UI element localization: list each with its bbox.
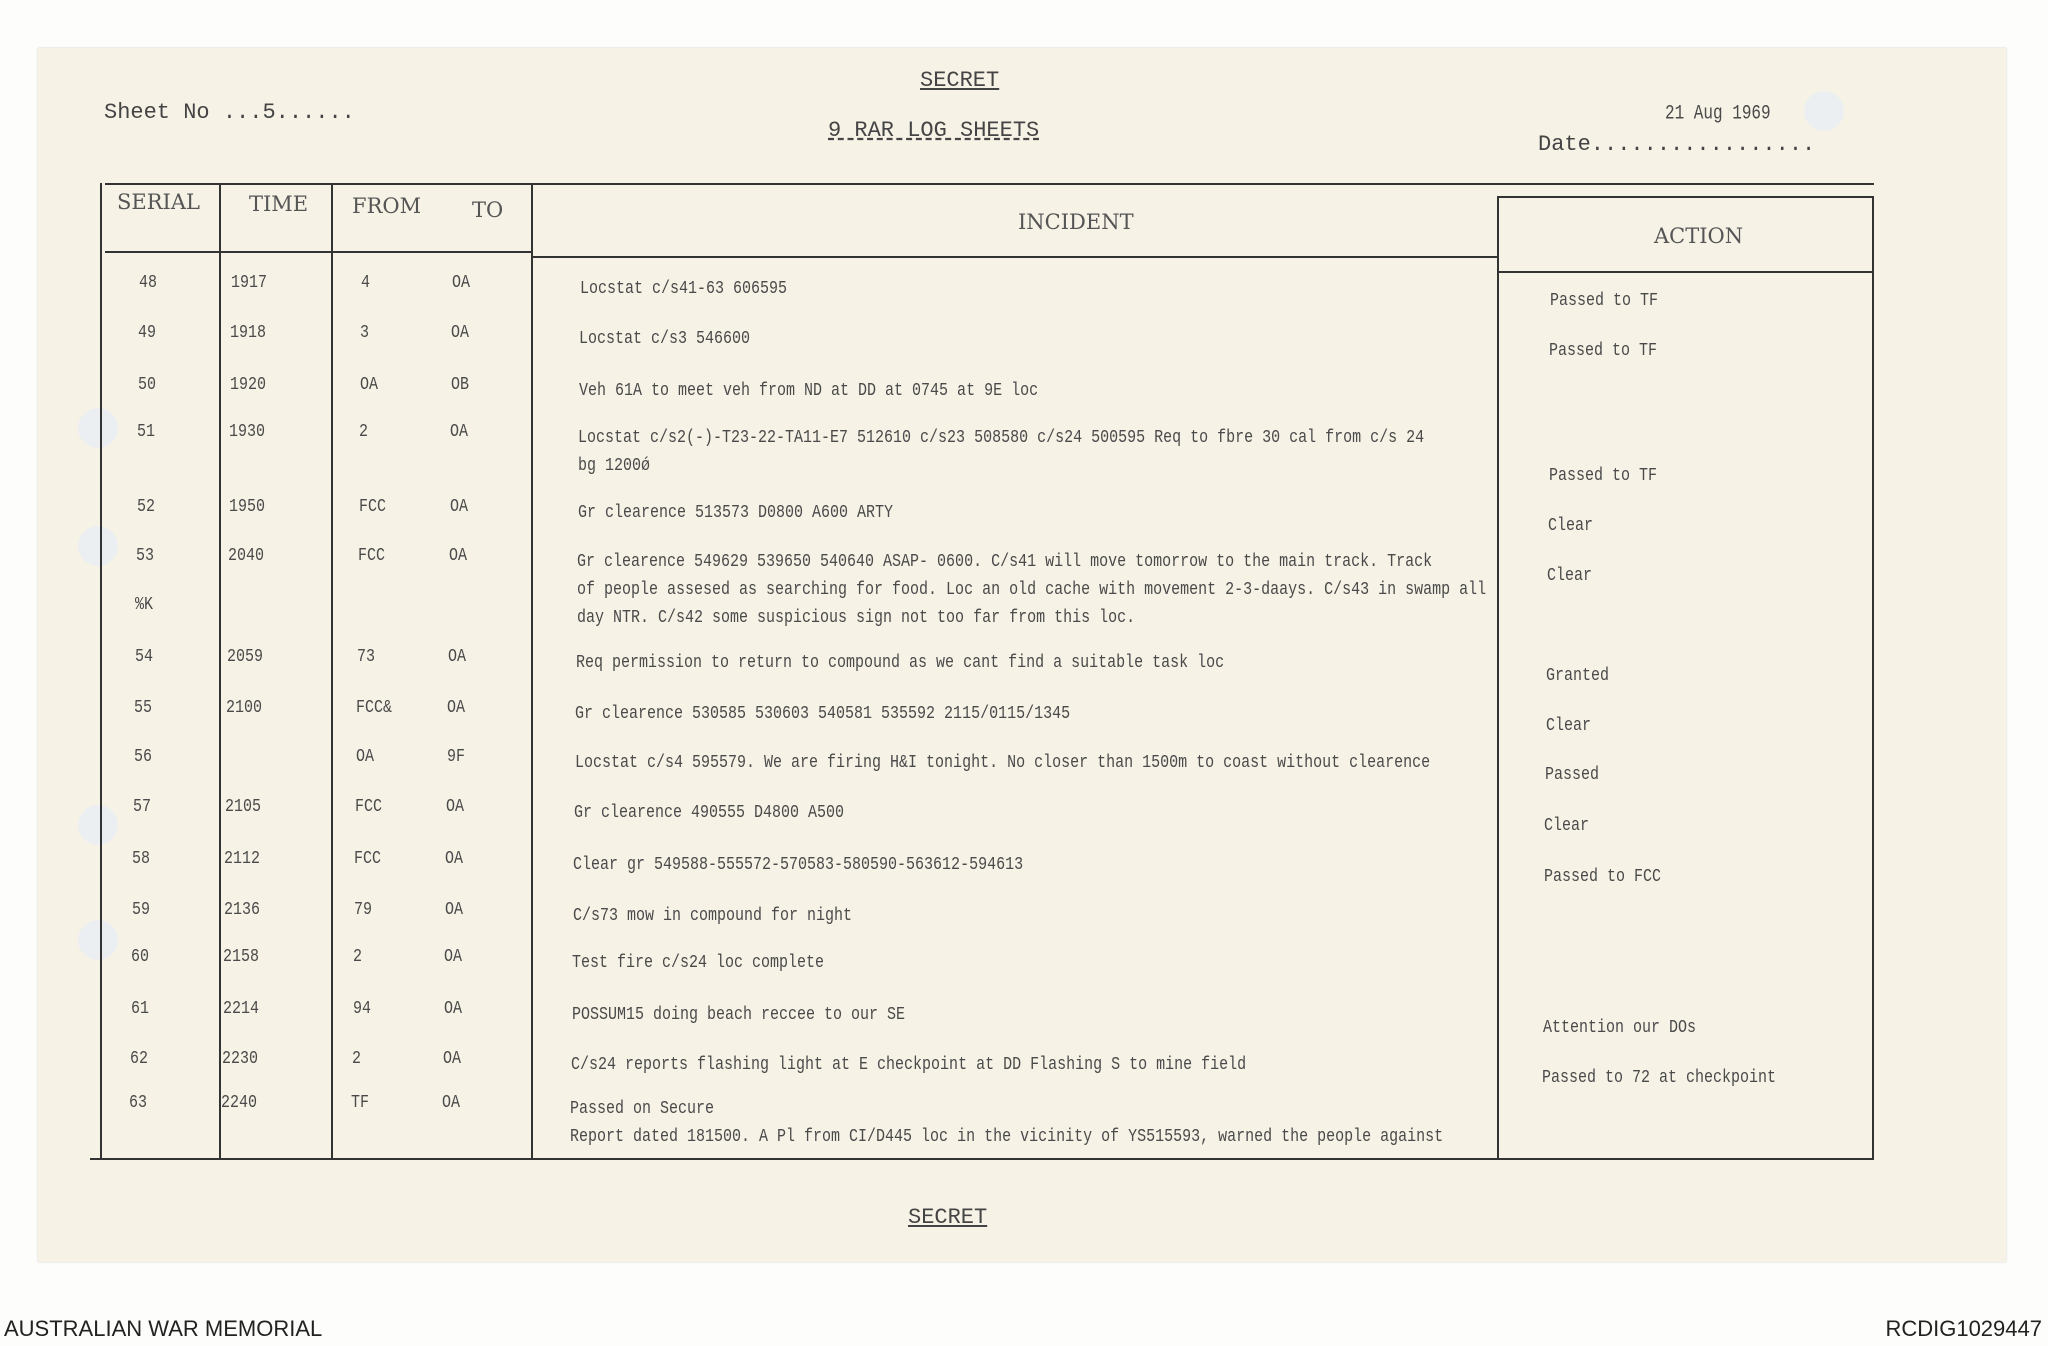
from-cell: 3 — [360, 322, 370, 344]
incident-line: Gr clearence 549629 539650 540640 ASAP- 0600. C/s41 will move tomorrow to the main track. Track — [577, 551, 1433, 573]
punch-hole — [78, 920, 118, 960]
from-cell: 2 — [353, 946, 363, 968]
incident-line: C/s73 mow in compound for night — [573, 905, 853, 927]
serial-cell: 49 — [138, 322, 157, 344]
from-cell: FCC — [354, 848, 382, 870]
to-cell: OA — [451, 322, 470, 344]
from-cell: 4 — [361, 272, 371, 294]
incident-line: Req permission to return to compound as we cant find a suitable task loc — [576, 652, 1225, 674]
punch-hole — [78, 408, 118, 448]
time-cell: 2059 — [227, 646, 264, 668]
from-cell: 79 — [354, 899, 373, 921]
incident-line: of people assesed as searching for food. Loc an old cache with movement 2-3-daays. C/s43 in swamp all — [577, 579, 1487, 601]
time-cell: 2105 — [225, 796, 262, 818]
date-value: 21 Aug 1969 — [1665, 102, 1771, 125]
action-cell: Passed to TF — [1549, 340, 1658, 362]
serial-cell: 62 — [130, 1048, 149, 1070]
date-label: Date................. — [1538, 132, 1816, 157]
punch-hole — [1804, 91, 1844, 131]
from-cell: TF — [351, 1092, 370, 1114]
action-cell: Passed — [1545, 764, 1600, 786]
serial-cell: 59 — [132, 899, 151, 921]
to-cell: 9F — [447, 746, 466, 768]
incident-line: Locstat c/s3 546600 — [579, 328, 751, 350]
action-cell: Clear — [1544, 815, 1590, 837]
action-cell: Passed to TF — [1550, 290, 1659, 312]
sheet-label: Sheet No ... — [104, 100, 263, 125]
incident-line: Locstat c/s2(-)-T23-22-TA11-E7 512610 c/s23 508580 c/s24 500595 Req to fbre 30 cal from c/s 24 — [578, 427, 1425, 449]
page-title: 9 RAR LOG SHEETS — [828, 118, 1040, 143]
serial-cell: 61 — [131, 998, 150, 1020]
serial-cell: 56 — [134, 746, 153, 768]
time-cell: 2136 — [224, 899, 261, 921]
incident-line: bg 1200ǿ — [578, 455, 651, 477]
incident-line: day NTR. C/s42 some suspicious sign not too far from this loc. — [577, 607, 1136, 629]
incident-line: Locstat c/s41-63 606595 — [580, 278, 788, 300]
from-cell: FCC — [358, 545, 386, 567]
to-cell: OA — [445, 848, 464, 870]
to-cell: OA — [446, 796, 465, 818]
serial-cell: 53 — [136, 545, 155, 567]
time-cell: 1930 — [229, 421, 266, 443]
from-cell: 2 — [352, 1048, 362, 1070]
serial-cell: 57 — [133, 796, 152, 818]
time-cell: 2214 — [223, 998, 260, 1020]
source-label: AUSTRALIAN WAR MEMORIAL — [4, 1316, 323, 1341]
from-cell: FCC& — [356, 697, 393, 719]
from-cell: OA — [360, 374, 379, 396]
to-cell: OA — [448, 646, 467, 668]
from-cell: 73 — [357, 646, 376, 668]
to-cell: OA — [442, 1092, 461, 1114]
from-cell: OA — [356, 746, 375, 768]
column-header-serial: SERIAL — [117, 190, 200, 214]
incident-line: Veh 61A to meet veh from ND at DD at 0745 at 9E loc — [579, 380, 1039, 402]
classification-bottom: SECRET — [908, 1205, 988, 1230]
serial-cell: 52 — [137, 496, 156, 518]
incident-line: Gr clearence 530585 530603 540581 535592 2115/0115/1345 — [575, 703, 1071, 725]
to-cell: OA — [444, 998, 463, 1020]
time-cell: 1920 — [230, 374, 267, 396]
time-cell: 2100 — [226, 697, 263, 719]
serial-cell: 54 — [135, 646, 154, 668]
column-header-action: ACTION — [1654, 224, 1744, 248]
sheet-no: 5 — [262, 100, 276, 125]
punch-hole — [78, 526, 118, 566]
action-cell: Clear — [1548, 515, 1594, 537]
time-cell: 2112 — [224, 848, 261, 870]
column-header-time: TIME — [249, 192, 309, 216]
incident-line: Locstat c/s4 595579. We are firing H&I tonight. No closer than 1500m to coast without clearence — [575, 752, 1431, 774]
from-cell: FCC — [355, 796, 383, 818]
to-cell: OA — [450, 496, 469, 518]
time-cell: 2040 — [228, 545, 265, 567]
to-cell: OA — [445, 899, 464, 921]
record-id: RCDIG1029447 — [1885, 1316, 2042, 1341]
time-cell: 1918 — [230, 322, 267, 344]
incident-line: C/s24 reports flashing light at E checkpoint at DD Flashing S to mine field — [571, 1054, 1247, 1076]
time-cell: 2230 — [222, 1048, 259, 1070]
incident-line: Gr clearence 513573 D0800 A600 ARTY — [578, 502, 894, 524]
serial-cell: 51 — [137, 421, 156, 443]
incident-line: Gr clearence 490555 D4800 A500 — [574, 802, 845, 824]
to-cell: OA — [452, 272, 471, 294]
action-cell: Granted — [1546, 665, 1610, 687]
incident-line: Test fire c/s24 loc complete — [572, 952, 825, 974]
to-cell: OB — [451, 374, 470, 396]
time-cell: 2158 — [223, 946, 260, 968]
column-header-incident: INCIDENT — [1018, 210, 1134, 234]
serial-cell: 58 — [132, 848, 151, 870]
to-cell: OA — [444, 946, 463, 968]
to-cell: OA — [447, 697, 466, 719]
action-cell: Passed to FCC — [1544, 866, 1662, 888]
serial-cell: 60 — [131, 946, 150, 968]
action-cell: Attention our DOs — [1543, 1017, 1697, 1039]
action-cell: Clear — [1547, 565, 1593, 587]
sheet-number — [104, 100, 355, 125]
column-header-to: TO — [472, 198, 504, 222]
sheet-suffix: ...... — [275, 100, 355, 125]
incident-line: POSSUM15 doing beach reccee to our SE — [572, 1004, 906, 1026]
incident-line: Passed on Secure — [570, 1098, 715, 1120]
serial-cell: 50 — [138, 374, 157, 396]
from-cell: 2 — [359, 421, 369, 443]
to-cell: OA — [449, 545, 468, 567]
serial-cell: 48 — [139, 272, 158, 294]
serial-cell: 55 — [134, 697, 153, 719]
action-cell: Passed to 72 at checkpoint — [1542, 1067, 1777, 1089]
column-header-from: FROM — [352, 194, 422, 218]
time-cell: 1917 — [231, 272, 268, 294]
incident-line: Report dated 181500. A Pl from CI/D445 loc in the vicinity of YS515593, warned the people against — [570, 1126, 1444, 1148]
serial-cell: 63 — [129, 1092, 148, 1114]
from-cell: 94 — [353, 998, 372, 1020]
classification-top: SECRET — [920, 68, 1000, 93]
time-cell: 1950 — [229, 496, 266, 518]
to-cell: OA — [443, 1048, 462, 1070]
time-cell: 2240 — [221, 1092, 258, 1114]
serial-cell: %K — [135, 594, 154, 616]
to-cell: OA — [450, 421, 469, 443]
incident-line: Clear gr 549588-555572-570583-580590-563612-594613 — [573, 854, 1024, 876]
punch-hole — [78, 805, 118, 845]
action-cell: Passed to TF — [1549, 465, 1658, 487]
from-cell: FCC — [359, 496, 387, 518]
action-cell: Clear — [1546, 715, 1592, 737]
